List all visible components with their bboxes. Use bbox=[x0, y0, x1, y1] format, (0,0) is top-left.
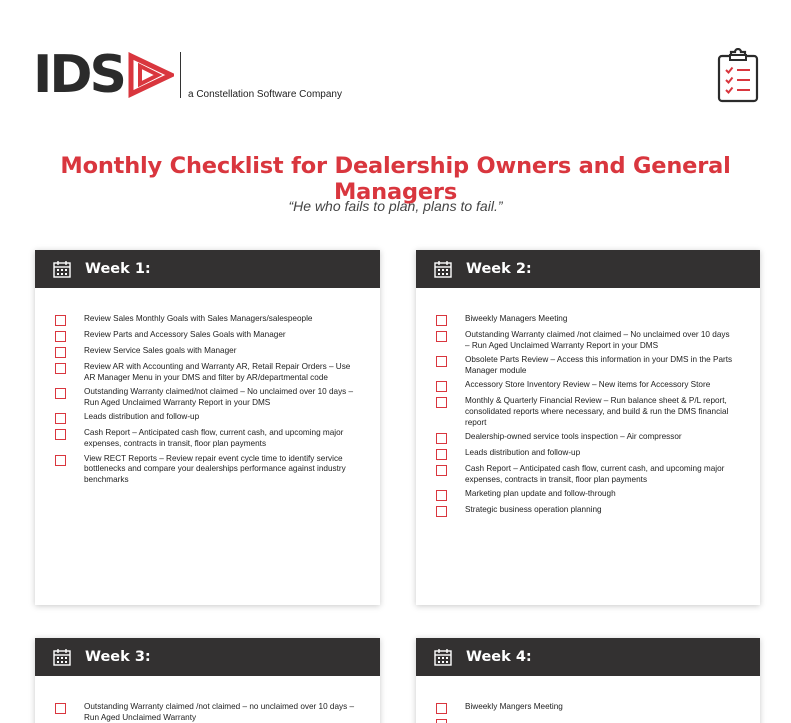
checklist-item-label: Leads distribution and follow-up bbox=[84, 412, 200, 422]
week-3-checklist bbox=[35, 676, 380, 723]
calendar-icon bbox=[53, 260, 71, 278]
checklist-item-label: Cash Report – Anticipated cash flow, current cash, and upcoming major expenses, contracts in transit, floor plan payments bbox=[84, 428, 344, 448]
week-1-header bbox=[35, 250, 380, 288]
checkbox[interactable] bbox=[55, 703, 66, 714]
checkbox[interactable] bbox=[436, 490, 447, 501]
checklist-item-label: Marketing plan update and follow-through bbox=[465, 489, 616, 499]
company-tagline: a Constellation Software Company bbox=[188, 89, 342, 100]
checklist-item-label: Dealership-owned service tools inspection – Air compressor bbox=[465, 432, 682, 442]
checklist-item-label: Biweekly Mangers Meeting bbox=[465, 702, 563, 711]
checklist-item-label: Review AR with Accounting and Warranty AR, Retail Repair Orders – Use AR Manager Menu in your DMS and filter by AR/departmental code bbox=[84, 362, 351, 382]
checklist-item bbox=[436, 464, 736, 485]
checklist-item-label: Leads distribution and follow-up bbox=[465, 448, 581, 458]
checklist-item bbox=[436, 505, 736, 517]
checklist-item bbox=[436, 489, 736, 501]
checkbox[interactable] bbox=[436, 315, 447, 326]
checklist-item-label: View RECT Reports – Review repair event cycle time to identify service bottlenecks and compare your dealerships performance against industry benchmarks bbox=[84, 453, 346, 484]
checklist-item bbox=[436, 380, 736, 392]
checklist-item bbox=[436, 355, 736, 376]
checklist-item-label: Review Sales Monthly Goals with Sales Managers/salespeople bbox=[84, 314, 313, 323]
checkbox[interactable] bbox=[55, 331, 66, 342]
week-3-title: Week 3: bbox=[85, 649, 151, 665]
checklist-item bbox=[55, 346, 356, 358]
checklist-item bbox=[436, 702, 736, 714]
logo-arrow-icon bbox=[128, 52, 174, 98]
checkbox[interactable] bbox=[55, 413, 66, 424]
checkbox[interactable] bbox=[55, 315, 66, 326]
logo-wordmark: IDS bbox=[33, 45, 124, 105]
week-4-header bbox=[416, 638, 760, 676]
checklist-item-label: Obsolete Parts Review – Access this information in your DMS in the Parts Manager module bbox=[465, 355, 733, 375]
checklist-item bbox=[436, 396, 736, 428]
checklist-item bbox=[436, 718, 736, 723]
checklist-item-label: Monthly & Quarterly Financial Review – Run balance sheet & P/L report, consolidated reports where necessary, and build & run the DMS financial report bbox=[465, 396, 729, 427]
checklist-item bbox=[55, 314, 356, 326]
checklist-item-label: Review Parts and Accessory Sales Goals with Manager bbox=[84, 330, 286, 339]
checkbox[interactable] bbox=[436, 356, 447, 367]
checklist-item bbox=[436, 448, 736, 460]
week-2-header bbox=[416, 250, 760, 288]
week-2-card bbox=[416, 250, 760, 605]
clipboard-checklist-icon bbox=[716, 48, 760, 104]
checklist-item-label: Cash Report – Anticipated cash flow, current cash, and upcoming major expenses, contracts in transit, floor plan payments bbox=[465, 464, 725, 484]
week-4-title: Week 4: bbox=[466, 649, 532, 665]
week-1-checklist bbox=[35, 288, 380, 485]
quote: “He who fails to plan, plans to fail.” bbox=[288, 198, 503, 214]
week-4-checklist bbox=[416, 676, 760, 723]
checklist-item bbox=[436, 314, 736, 326]
checklist-item-label: Outstanding Warranty claimed /not claimed – no unclaimed over 10 days – Run Aged Unclaimed Warranty bbox=[84, 702, 355, 722]
checkbox[interactable] bbox=[436, 397, 447, 408]
week-2-checklist bbox=[416, 288, 760, 517]
week-1-card bbox=[35, 250, 380, 605]
checkbox[interactable] bbox=[55, 347, 66, 358]
checklist-item-label: Accessory Store Inventory Review – New items for Accessory Store bbox=[465, 380, 711, 390]
calendar-icon bbox=[434, 260, 452, 278]
checklist-item-label: Review Service Sales goals with Manager bbox=[84, 346, 237, 355]
checklist-item bbox=[55, 428, 356, 449]
calendar-icon bbox=[434, 648, 452, 666]
checkbox[interactable] bbox=[55, 363, 66, 374]
checkbox[interactable] bbox=[436, 703, 447, 714]
checkbox[interactable] bbox=[55, 388, 66, 399]
checklist-item-label: Outstanding Warranty claimed /not claimed – No unclaimed over 10 days – Run Aged Unclaimed Warranty Report in your DMS bbox=[465, 330, 730, 350]
calendar-icon bbox=[53, 648, 71, 666]
checklist-item bbox=[55, 387, 356, 408]
checkbox[interactable] bbox=[436, 331, 447, 342]
week-3-header bbox=[35, 638, 380, 676]
ids-logo bbox=[33, 45, 174, 105]
week-4-card bbox=[416, 638, 760, 723]
week-1-title: Week 1: bbox=[85, 261, 151, 277]
page-title: Monthly Checklist for Dealership Owners and General Managers bbox=[60, 153, 731, 205]
checkbox[interactable] bbox=[436, 506, 447, 517]
checklist-item bbox=[55, 362, 356, 383]
checklist-item bbox=[55, 412, 356, 424]
checklist-item bbox=[55, 454, 356, 486]
checkbox[interactable] bbox=[436, 449, 447, 460]
checkbox[interactable] bbox=[436, 381, 447, 392]
week-3-card bbox=[35, 638, 380, 723]
checklist-item bbox=[436, 330, 736, 351]
checkbox[interactable] bbox=[436, 719, 447, 723]
checklist-item bbox=[55, 702, 356, 723]
checkbox[interactable] bbox=[55, 429, 66, 440]
checklist-item bbox=[55, 330, 356, 342]
checklist-item-label: Biweekly Managers Meeting bbox=[465, 314, 568, 323]
week-2-title: Week 2: bbox=[466, 261, 532, 277]
checklist-item-label: Outstanding Warranty claimed/not claimed – No unclaimed over 10 days – Run Aged Unclaimed Warranty Report in your DMS bbox=[84, 387, 354, 407]
checklist-item bbox=[436, 432, 736, 444]
checkbox[interactable] bbox=[55, 455, 66, 466]
logo-divider bbox=[180, 52, 181, 98]
checkbox[interactable] bbox=[436, 465, 447, 476]
checkbox[interactable] bbox=[436, 433, 447, 444]
checklist-item-label: Strategic business operation planning bbox=[465, 505, 602, 515]
